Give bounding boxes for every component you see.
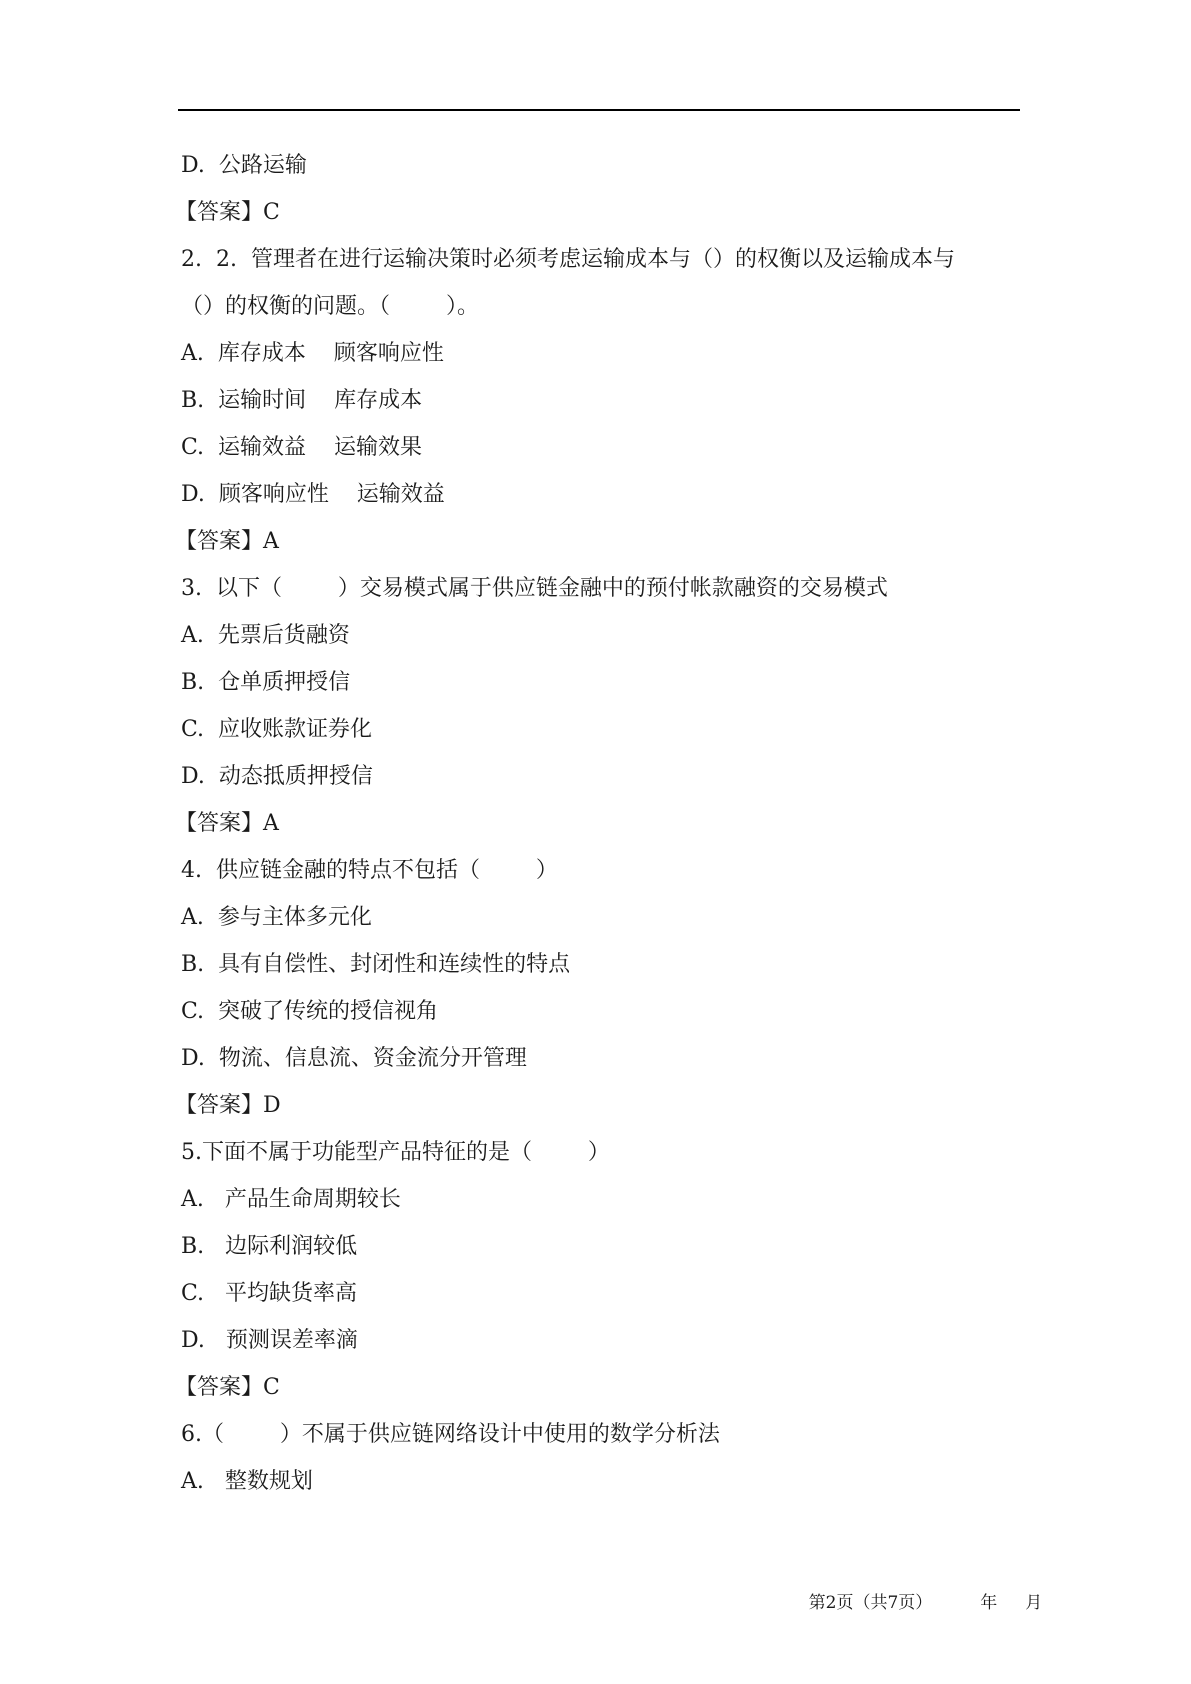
- question-line: 3. 以下（ ）交易模式属于供应链金融中的预付帐款融资的交易模式: [181, 576, 888, 601]
- question-line: 5.下面不属于功能型产品特征的是（ ）: [181, 1140, 610, 1165]
- header-rule: [178, 109, 1020, 111]
- option-line: A. 库存成本 顾客响应性: [181, 341, 444, 366]
- document-body: [175, 142, 1026, 1505]
- option-line: B. 运输时间 库存成本: [181, 388, 423, 413]
- question-line: （）的权衡的问题。（ ）。: [181, 294, 479, 319]
- page-footer: [787, 1568, 1042, 1633]
- option-line: D. 预测误差率滴: [181, 1328, 358, 1353]
- option-line: D. 公路运输: [181, 153, 307, 178]
- option-line: C. 突破了传统的授信视角: [181, 999, 439, 1024]
- option-line: A. 产品生命周期较长: [181, 1187, 401, 1212]
- answer-line: 【答案】A: [175, 811, 279, 836]
- option-line: A. 先票后货融资: [181, 623, 350, 648]
- footer-year: 年: [980, 1593, 998, 1613]
- option-line: A. 参与主体多元化: [181, 905, 372, 930]
- answer-line: 【答案】C: [175, 200, 280, 225]
- option-line: D. 顾客响应性 运输效益: [181, 482, 445, 507]
- answer-line: 【答案】D: [175, 1093, 281, 1118]
- option-line: B. 具有自偿性、封闭性和连续性的特点: [181, 952, 571, 977]
- option-line: D. 动态抵质押授信: [181, 764, 373, 789]
- option-line: D. 物流、信息流、资金流分开管理: [181, 1046, 527, 1071]
- question-line: 2. 2. 管理者在进行运输决策时必须考虑运输成本与（）的权衡以及运输成本与: [181, 247, 955, 272]
- option-line: A. 整数规划: [181, 1469, 313, 1494]
- option-line: C. 应收账款证券化: [181, 717, 373, 742]
- answer-line: 【答案】A: [175, 529, 279, 554]
- question-line: 6.（ ）不属于供应链网络设计中使用的数学分析法: [181, 1422, 720, 1447]
- question-line: 4. 供应链金融的特点不包括（ ）: [181, 858, 558, 883]
- answer-line: 【答案】C: [175, 1375, 280, 1400]
- option-line: C. 运输效益 运输效果: [181, 435, 423, 460]
- option-line: B. 边际利润较低: [181, 1234, 358, 1259]
- footer-month: 月: [1025, 1593, 1043, 1613]
- option-line: B. 仓单质押授信: [181, 670, 351, 695]
- option-line: C. 平均缺货率高: [181, 1281, 358, 1306]
- page-number: 第2页（共7页）: [808, 1593, 933, 1613]
